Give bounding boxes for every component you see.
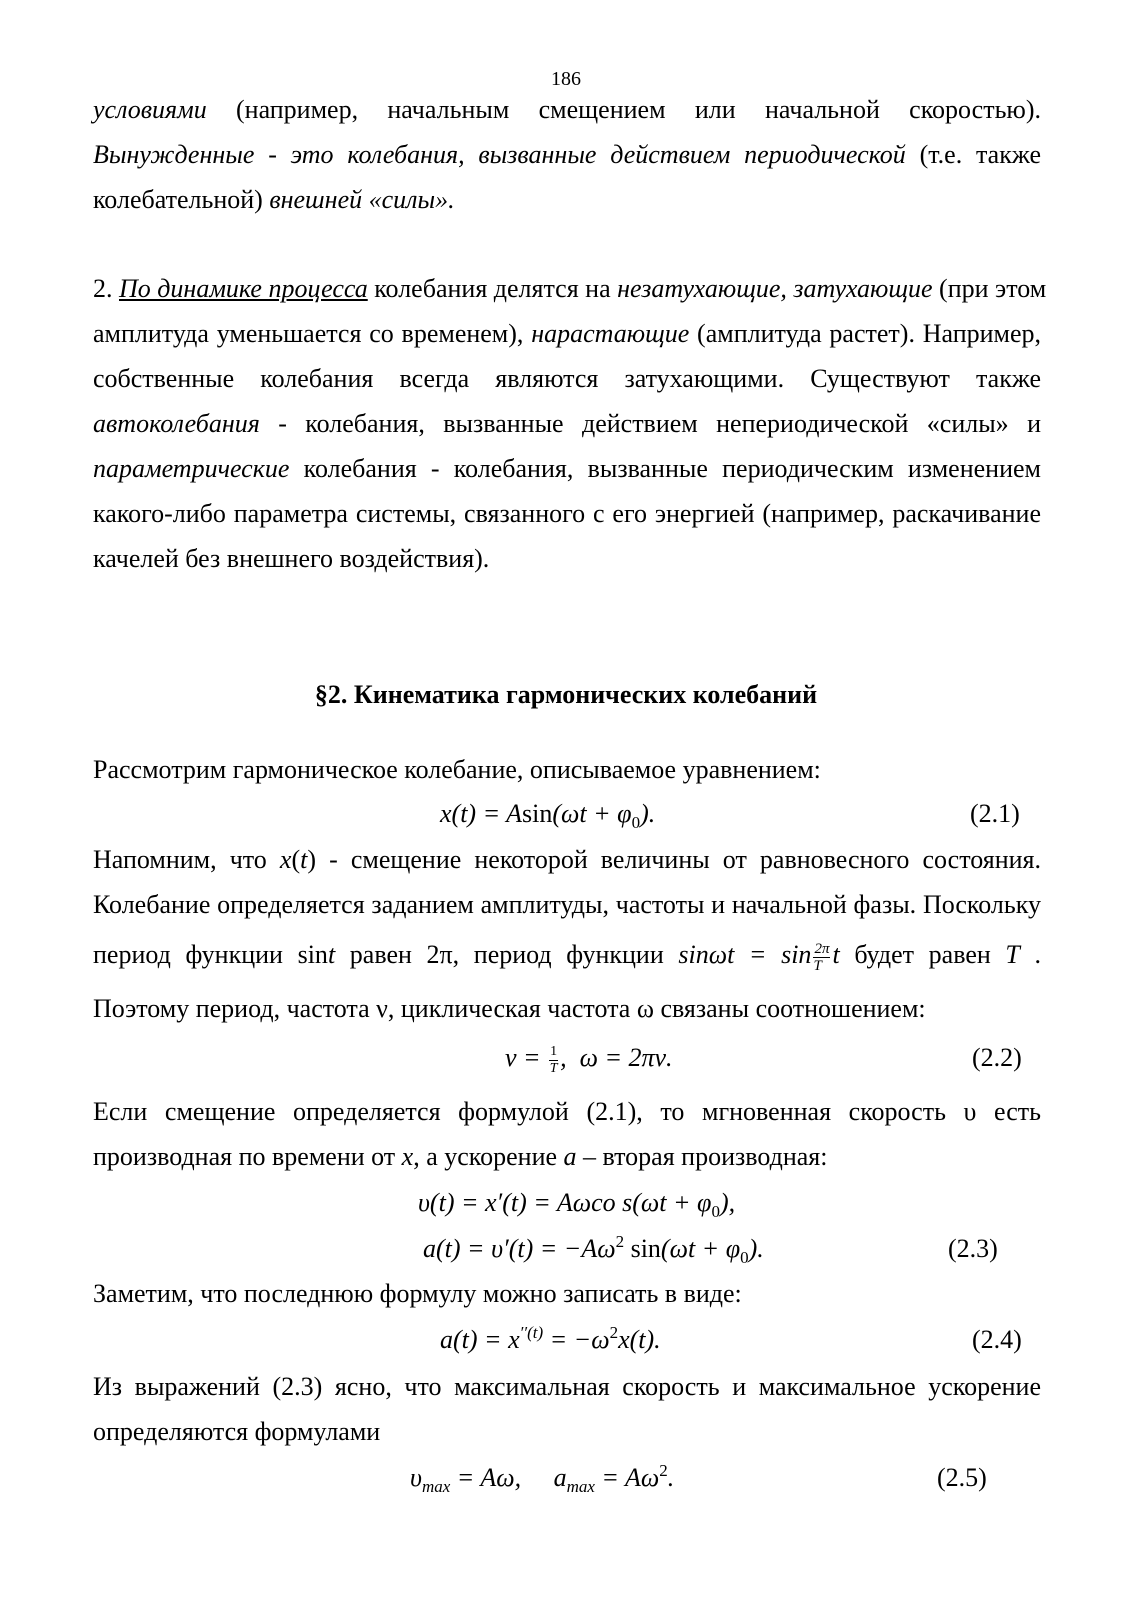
equation-number: (2.1) (970, 799, 1020, 828)
text-fragment: (при этом (939, 274, 1047, 303)
text-fragment: (т.е. также (919, 140, 1041, 169)
text-fragment: или (694, 95, 736, 124)
equation-2-4: $a(t) = x^{''(t)} = -\omega^2x(t)$. (440, 1323, 661, 1354)
section-line-7 (93, 1142, 1041, 1172)
paragraph-2-line-6: какого-либо параметра системы, связанного с его энергией (например, раскачивание (93, 499, 1041, 528)
text-fragment: колебательной) (93, 185, 263, 214)
definition-forced: Вынужденные - это колебания, вызванные действием периодической (93, 140, 906, 169)
text-fragment: производная по времени от (93, 1142, 396, 1171)
text-fragment: начальной (764, 95, 880, 124)
paragraph-1-line-3 (93, 185, 1041, 215)
term-growing: нарастающие (531, 319, 690, 348)
var-x: x (279, 845, 292, 874)
term-parametric: параметрические (93, 454, 290, 483)
paragraph-2-line-1 (93, 274, 1047, 304)
equation-number: (2.4) (972, 1325, 1022, 1354)
term-damped: незатухающие, затухающие (617, 274, 933, 303)
equation-number: (2.3) (948, 1234, 998, 1263)
equation-number: (2.5) (937, 1463, 987, 1492)
var-x: x (401, 1142, 414, 1171)
equation-2-1: $x(t) = Asin(\omega t + \varphi_0)$. (440, 799, 656, 832)
text-fragment: скоростью). (909, 95, 1042, 124)
text-fragment: колебания - колебания, вызванные периодическим изменением (303, 454, 1042, 483)
var-T: T (1005, 940, 1020, 969)
text-fragment: смещением (538, 95, 666, 124)
page-number: 186 (551, 68, 581, 90)
paragraph-2-line-5 (93, 454, 1041, 484)
equation-2-2: ν = $\frac{1}{T}$ , ω = 2πν. (505, 1043, 673, 1076)
section-line-4 (93, 937, 1041, 974)
text-fragment: Напомним, что (93, 845, 267, 874)
paragraph-2-line-7: качелей без внешнего воздействия). (93, 544, 490, 573)
fraction-denominator: T (813, 957, 822, 974)
term-self-oscillations: автоколебания (93, 409, 260, 438)
fraction-2pi-over-T (813, 941, 830, 974)
term-external-force: внешней «силы». (269, 185, 455, 214)
section-line-3: Колебание определяется заданием амплитуды, частоты и начальной фазы. Поскольку (93, 890, 1041, 919)
equation-2-3a: υ(t) = x′(t) = Aωco $s(\omega t + \varphi_0)$, (418, 1188, 736, 1221)
var-t: t (327, 940, 336, 969)
paragraph-1-line-1 (93, 95, 1041, 125)
paragraph-2-line-2 (93, 319, 1041, 349)
paren: ) (307, 845, 317, 874)
var-t: t (832, 940, 840, 969)
text-fragment: равен 2π, период функции (349, 940, 664, 969)
list-number: 2. (93, 274, 113, 303)
fraction-numerator: 2π (814, 940, 830, 957)
equation-2-5: $\upsilon_{max} = A\omega$, $a_{max} = A\omega^2$. (410, 1461, 675, 1496)
text-fragment: - колебания, вызванные действием непериодической «силы» и (278, 409, 1041, 438)
section-line-2 (93, 845, 1041, 875)
text-fragment: начальным (387, 95, 510, 124)
text-fragment: – вторая производная: (583, 1142, 828, 1171)
var-a: a (563, 1142, 577, 1171)
formula-sin: sinωt = sin (678, 940, 812, 969)
section-line-5: Поэтому период, частота ν, циклическая частота ω связаны соотношением: (93, 994, 926, 1023)
var-t: t (300, 845, 308, 874)
paragraph-2-line-4 (93, 409, 1041, 439)
section-heading: §2. Кинематика гармонических колебаний (314, 680, 818, 709)
text-fragment: . (1034, 940, 1042, 969)
text-fragment: амплитуда уменьшается со временем), (93, 319, 524, 348)
text-fragment: , а ускорение (413, 1142, 558, 1171)
section-line-8: Заметим, что последнюю формулу можно записать в виде: (93, 1279, 742, 1308)
section-line-9: Из выражений (2.3) ясно, что максимальная скорость и максимальное ускорение (93, 1372, 1041, 1401)
text-fragment: период функции sin (93, 940, 328, 969)
text-fragment: колебания делятся на (374, 274, 611, 303)
paragraph-2-line-3: собственные колебания всегда являются затухающими. Существуют также (93, 364, 1041, 393)
section-line-6: Если смещение определяется формулой (2.1), то мгновенная скорость υ есть (93, 1097, 1041, 1126)
text-fragment: - смещение некоторой величины от равновесного состояния. (329, 845, 1041, 874)
equation-2-3b: $a(t) = \upsilon'(t) = -A\omega^2$ $\sin(\omega t + \varphi_0)$. (423, 1232, 764, 1267)
term-process-dynamics: По динамике процесса (119, 274, 368, 303)
equation-number: (2.2) (972, 1043, 1022, 1072)
paren: ( (291, 845, 301, 874)
text-fragment: будет равен (854, 940, 991, 969)
term-conditions: условиями (93, 95, 207, 124)
section-intro-line: Рассмотрим гармоническое колебание, описываемое уравнением: (93, 755, 821, 784)
text-fragment: (амплитуда растет). Например, (697, 319, 1042, 348)
text-fragment: (например, (236, 95, 359, 124)
paragraph-1-line-2 (93, 140, 1041, 170)
section-line-10: определяются формулами (93, 1417, 381, 1446)
